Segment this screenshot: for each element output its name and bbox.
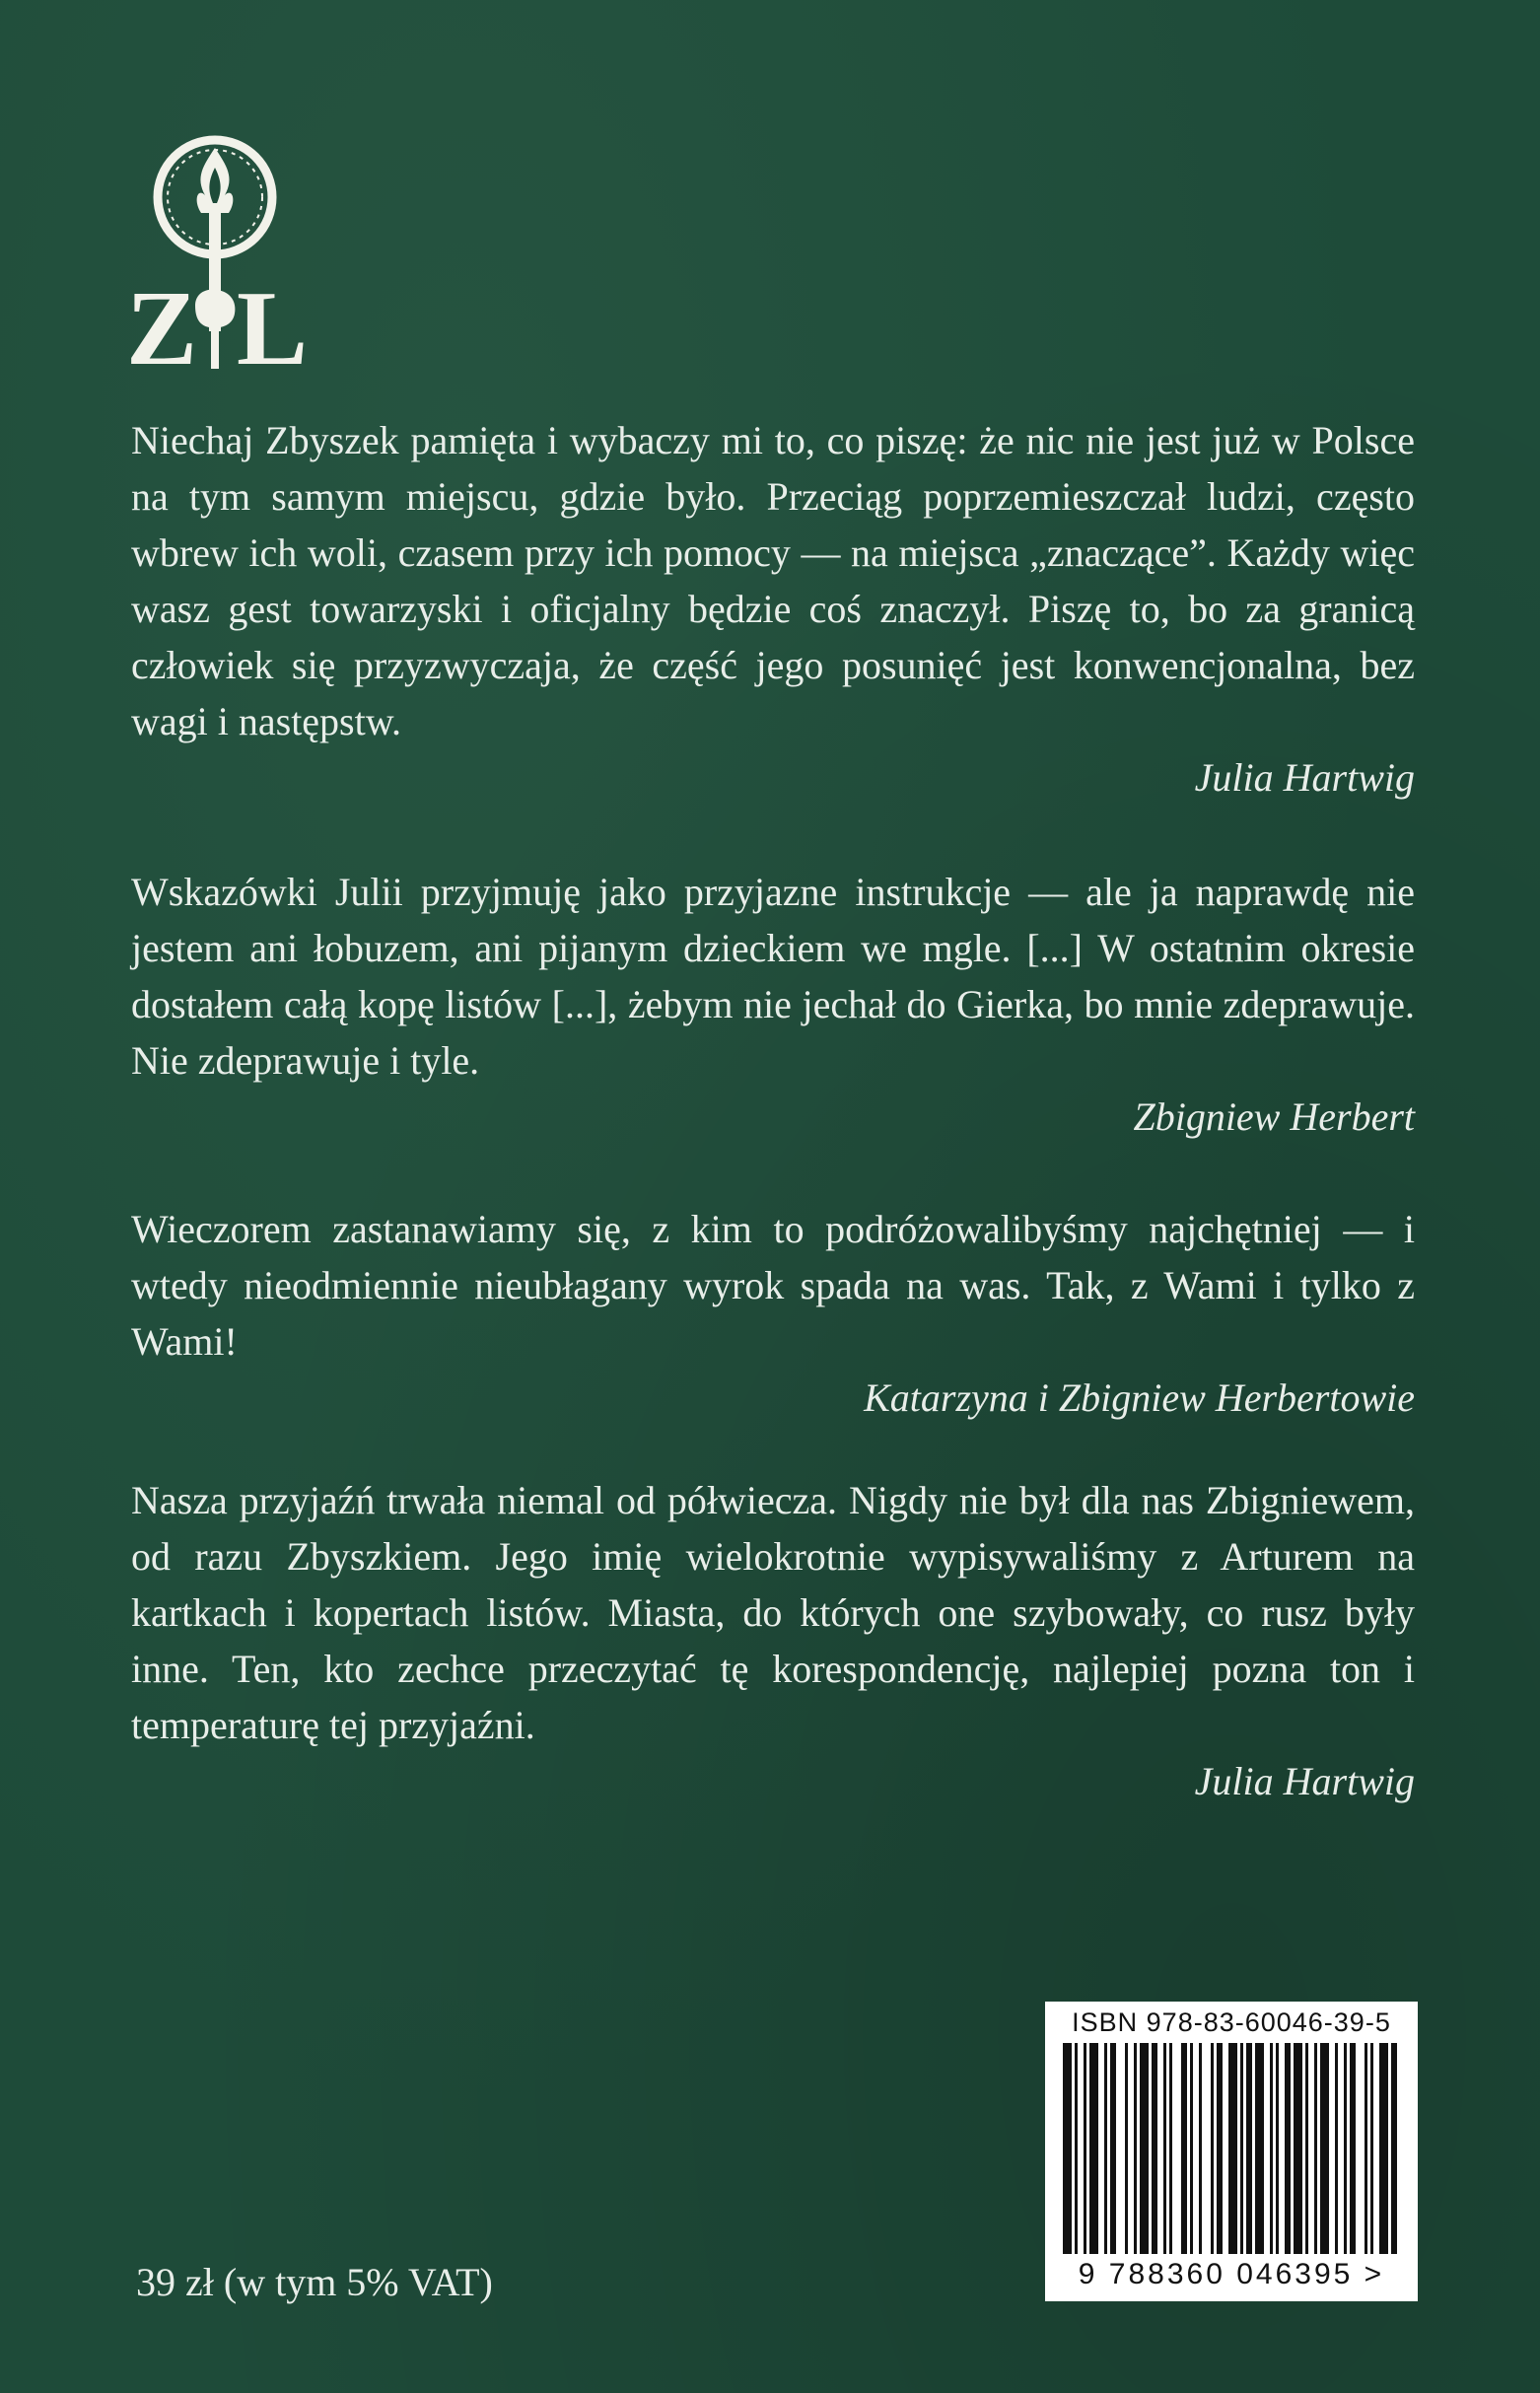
barcode-bar bbox=[1335, 2043, 1338, 2254]
ean-digits: 9 788360 046395 > bbox=[1078, 2258, 1385, 2290]
isbn-label: ISBN 978-83-60046-39-5 bbox=[1072, 2007, 1391, 2037]
barcode-bar bbox=[1125, 2043, 1128, 2254]
barcode-bar bbox=[1190, 2043, 1193, 2254]
barcode-bars bbox=[1063, 2043, 1400, 2254]
barcode-bar bbox=[1169, 2043, 1172, 2254]
quote-author: Katarzyna i Zbigniew Herbertowie bbox=[864, 1375, 1415, 1420]
barcode-bar bbox=[1163, 2043, 1166, 2254]
barcode-bar bbox=[1305, 2043, 1308, 2254]
quote-author: Julia Hartwig bbox=[1194, 1759, 1415, 1803]
barcode-bar bbox=[1075, 2043, 1078, 2254]
barcode-bar bbox=[1089, 2043, 1098, 2254]
barcode-bar bbox=[1370, 2043, 1373, 2254]
barcode-bar bbox=[1344, 2043, 1347, 2254]
quote-1 bbox=[131, 412, 1415, 806]
barcode-bar bbox=[1110, 2043, 1116, 2254]
barcode-bar bbox=[1140, 2043, 1149, 2254]
barcode-bar bbox=[1294, 2043, 1302, 2254]
barcode-bar bbox=[1211, 2043, 1214, 2254]
barcode-bar bbox=[1285, 2043, 1291, 2254]
publisher-logo bbox=[126, 118, 348, 387]
barcode-bar bbox=[1320, 2043, 1329, 2254]
barcode-bar bbox=[1199, 2043, 1202, 2254]
quote-author: Zbigniew Herbert bbox=[1133, 1094, 1415, 1139]
quote-author: Julia Hartwig bbox=[1194, 755, 1415, 800]
barcode-bar bbox=[1350, 2043, 1356, 2254]
barcode-bar bbox=[1314, 2043, 1317, 2254]
barcode-bar bbox=[1240, 2043, 1243, 2254]
price-label: 39 zł (w tym 5% VAT) bbox=[136, 2260, 493, 2304]
barcode-bar bbox=[1134, 2043, 1137, 2254]
quote-text: Nasza przyjaźń trwała niemal od półwiecza. Nigdy nie był dla nas Zbigniewem, od razu Zbyszkiem. Jego imię wielokrotnie wypisywaliśmy z Arturem na kartkach i kopertach listów. Miasta, do których one szybowały, co rusz były inne. Ten, kto zechce przeczytać tę korespondencję, najlepiej pozna ton i temperaturę tej przyjaźni. bbox=[131, 1478, 1415, 1747]
barcode-bar bbox=[1228, 2043, 1237, 2254]
barcode-bar bbox=[1365, 2043, 1367, 2254]
barcode-bar bbox=[1063, 2043, 1072, 2254]
barcode-bar bbox=[1276, 2043, 1279, 2254]
isbn-barcode bbox=[1045, 2002, 1418, 2301]
quote-text: Wieczorem zastanawiamy się, z kim to podróżowalibyśmy najchętniej — i wtedy nieodmiennie nieubłagany wyrok spada na was. Tak, z Wami i tylko z Wami! bbox=[131, 1207, 1415, 1364]
quote-4 bbox=[131, 1472, 1415, 1809]
quote-text: Wskazówki Julii przyjmuję jako przyjazne instrukcje — ale ja naprawdę nie jestem ani łobuzem, ani pijanym dzieckiem we mgle. [...] W ostatnim okresie dostałem całą kopę listów [...], żebym nie jechał do Gierka, bo mnie zdeprawuje. Nie zdeprawuje i tyle. bbox=[131, 870, 1415, 1083]
barcode-bar bbox=[1379, 2043, 1388, 2254]
quote-3 bbox=[131, 1201, 1415, 1426]
barcode-bar bbox=[1104, 2043, 1107, 2254]
logo-text: ZL bbox=[126, 270, 348, 387]
barcode-bar bbox=[1152, 2043, 1157, 2254]
barcode-bar bbox=[1217, 2043, 1223, 2254]
barcode-bar bbox=[1084, 2043, 1086, 2254]
barcode-bar bbox=[1391, 2043, 1397, 2254]
quote-text: Niechaj Zbyszek pamięta i wybaczy mi to, co piszę: że nic nie jest już w Polsce na tym samym miejscu, gdzie było. Przeciąg poprzemieszczał ludzi, często wbrew ich woli, czasem przy ich pomocy — na miejsca „znaczące”. Każdy więc wasz gest towarzyski i oficjalny będzie coś znaczył. Piszę to, bo za granicą człowiek się przyzwyczaja, że część jego posunięć jest konwencjonalna, bez wagi i następstw. bbox=[131, 418, 1415, 743]
quote-2 bbox=[131, 864, 1415, 1145]
barcode-bar bbox=[1181, 2043, 1187, 2254]
barcode-bar bbox=[1246, 2043, 1252, 2254]
barcode-bar bbox=[1270, 2043, 1273, 2254]
barcode-bar bbox=[1255, 2043, 1264, 2254]
